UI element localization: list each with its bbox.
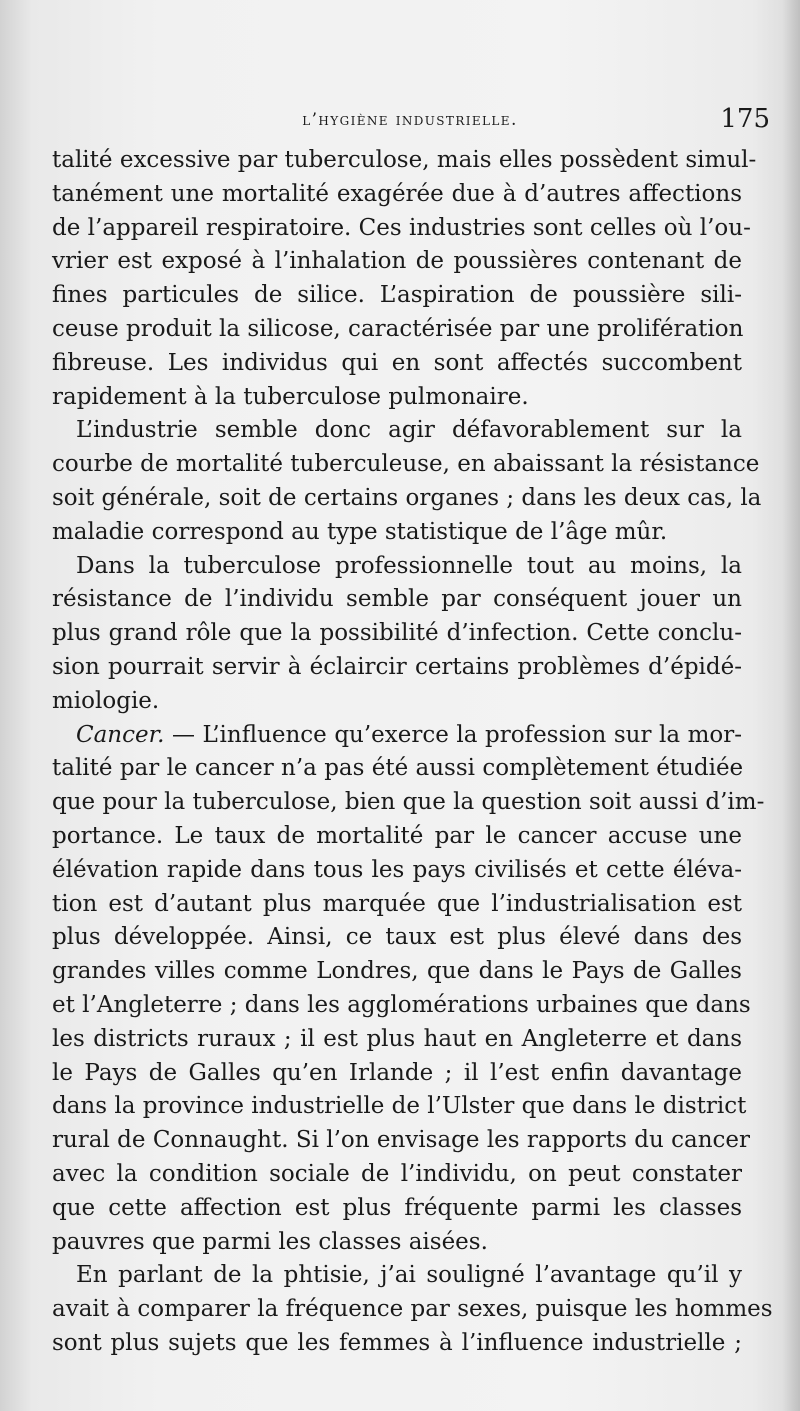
- text-line: grandes villes comme Londres, que dans le Pays de Galles: [52, 958, 742, 985]
- text-line: miologie.: [52, 687, 160, 714]
- text-line: ceuse produit la silicose, caractérisée par une prolifération: [52, 315, 744, 342]
- text-line: En parlant de la phtisie, j’ai souligné l’avantage qu’il y: [76, 1262, 742, 1289]
- text-line: plus grand rôle que la possibilité d’infection. Cette conclu-: [52, 620, 742, 647]
- text-line-cancer: [52, 719, 742, 753]
- text-line: rural de Connaught. Si l’on envisage les rapports du cancer: [52, 1127, 750, 1154]
- text-line: sion pourrait servir à éclaircir certains problèmes d’épidé-: [52, 653, 742, 680]
- page-number: 175: [720, 104, 770, 134]
- text-line: et l’Angleterre ; dans les agglomérations urbaines que dans: [52, 991, 751, 1018]
- text-line: sont plus sujets que les femmes à l’influence industrielle ;: [52, 1329, 742, 1356]
- text-line: le Pays de Galles qu’en Irlande ; il l’est enfin davantage: [52, 1059, 742, 1086]
- text-line: maladie correspond au type statistique de l’âge mûr.: [52, 518, 668, 545]
- text-line: L’industrie semble donc agir défavorablement sur la: [76, 417, 742, 444]
- text-line: talité excessive par tuberculose, mais elles possèdent simul-: [52, 147, 757, 173]
- text-line: les districts ruraux ; il est plus haut en Angleterre et dans: [52, 1025, 742, 1052]
- section-heading-cancer: Cancer.: [76, 721, 165, 748]
- body-text: [52, 144, 773, 1361]
- text-line: portance. Le taux de mortalité par le cancer accuse une: [52, 822, 742, 849]
- text-line: talité par le cancer n’a pas été aussi complètement étudiée: [52, 755, 744, 782]
- text-line: résistance de l’individu semble par conséquent jouer un: [52, 586, 742, 613]
- text-line: que pour la tuberculose, bien que la question soit aussi d’im-: [52, 789, 765, 816]
- text-line: fibreuse. Les individus qui en sont affectés succombent: [52, 349, 742, 376]
- text-line: que cette affection est plus fréquente parmi les classes: [52, 1194, 742, 1221]
- text-line: rapidement à la tuberculose pulmonaire.: [52, 383, 529, 410]
- text-line: soit générale, soit de certains organes ; dans les deux cas, la: [52, 484, 762, 511]
- running-head: [50, 104, 770, 136]
- text-line: avait à comparer la fréquence par sexes, puisque les hommes: [52, 1296, 773, 1323]
- text-line: élévation rapide dans tous les pays civilisés et cette éléva-: [52, 856, 742, 883]
- text-line: tanément une mortalité exagérée due à d’autres affections: [52, 180, 742, 207]
- text-line: fines particules de silice. L’aspiration de poussière sili-: [52, 282, 742, 309]
- text-line: de l’appareil respiratoire. Ces industries sont celles où l’ou-: [52, 214, 751, 241]
- text-line: avec la condition sociale de l’individu, on peut constater: [52, 1160, 742, 1187]
- text-line: pauvres que parmi les classes aisées.: [52, 1228, 488, 1255]
- text-line: tion est d’autant plus marquée que l’industrialisation est: [52, 890, 742, 917]
- text-line: plus développée. Ainsi, ce taux est plus élevé dans des: [52, 924, 742, 951]
- text-fragment: — L’influence qu’exerce la profession sur la mor-: [171, 721, 743, 748]
- text-line: vrier est exposé à l’inhalation de poussières contenant de: [52, 248, 742, 275]
- text-line: Dans la tuberculose professionnelle tout au moins, la: [76, 552, 742, 579]
- running-title: l’hygiène industrielle.: [302, 110, 518, 130]
- text-line: dans la province industrielle de l’Ulster que dans le district: [52, 1093, 747, 1120]
- text-line: courbe de mortalité tuberculeuse, en abaissant la résistance: [52, 451, 760, 478]
